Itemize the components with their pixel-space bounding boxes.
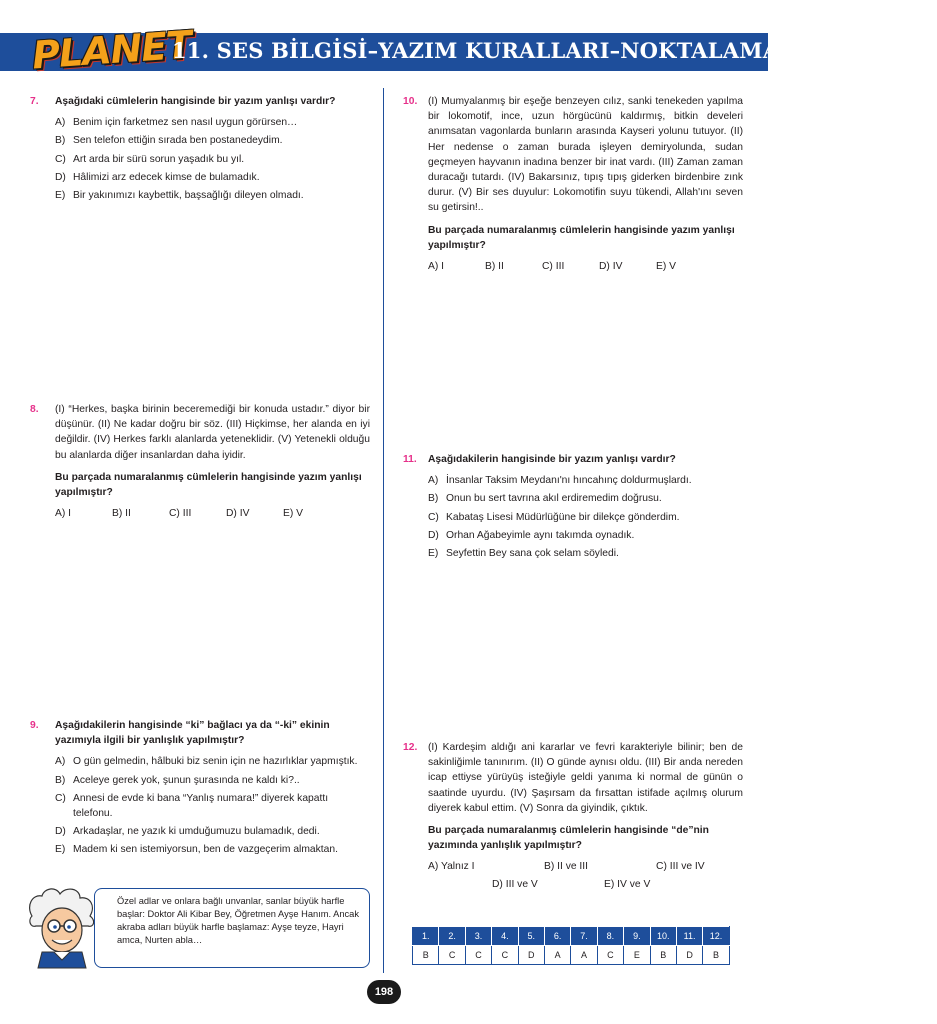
question-11 <box>403 452 743 564</box>
question-number: 8. <box>30 404 39 415</box>
option-e: E) IV ve V <box>604 878 651 890</box>
page-title: 11. SES BİLGİSİ–YAZIM KURALLARI–NOKTALAMA İŞARETLERİ <box>172 38 937 63</box>
answer-key-answer: B <box>703 946 729 965</box>
option-a: A) Benim için farketmez sen nasıl uygun görürsen… <box>55 117 298 129</box>
answer-key-answer: B <box>650 946 676 965</box>
answer-key-number: 1. <box>413 927 439 946</box>
option-d: D) Hâlimizi arz edecek kimse de bulamadık. <box>55 171 260 183</box>
options-row-1 <box>428 859 743 874</box>
option-a: A) I <box>428 261 445 273</box>
option-a: A) Yalnız I <box>428 861 475 873</box>
answer-key-answer: E <box>624 946 650 965</box>
question-stem: Aşağıdaki cümlelerin hangisinde bir yazım yanlışı vardır? <box>55 96 336 107</box>
question-stem: Bu parçada numaralanmış cümlelerin hangisinde yazım yanlışı yapılmıştır? <box>55 471 362 499</box>
answer-key-answer: B <box>413 946 439 965</box>
question-7 <box>30 94 370 206</box>
question-passage: (I) Mumyalanmış bir eşeğe benzeyen cılız, sanki tenekeden yapılma bir lokomotif, ince, uzun hörgücünü kaldırmış, bitkin develeri anımsatan vagonlarda bunların arasında Kayseri yolunu tutuyor. (II) Her nedense o zaman burada işleyen demiryolunda, sudan geçmeyen hayvanın inadına benzer bir inat vardı. (III) Zaman zaman duracağı tutardı. (IV) Bakarsınız, tıpış tıpış giderken birdenbire zınk durur. (V) Bir ses duyulur: Lokomotifin suyu tükendi, Allah'ını seven su getirsin!.. <box>428 96 743 214</box>
option-d: D) IV <box>226 508 250 520</box>
option-c: C) III ve IV <box>656 861 705 873</box>
answer-key-number: 11. <box>676 927 702 946</box>
answer-key-numbers <box>413 927 730 946</box>
answer-key-answer: C <box>465 946 491 965</box>
answer-key-number: 2. <box>439 927 465 946</box>
option-e: E) Seyfettin Bey sana çok selam söyledi. <box>428 548 619 560</box>
planet-logo <box>28 22 193 84</box>
question-number: 12. <box>403 742 418 753</box>
question-number: 7. <box>30 96 39 107</box>
option-c: C) Kabataş Lisesi Müdürlüğüne bir dilekçe gönderdim. <box>428 511 680 523</box>
question-stem: Aşağıdakilerin hangisinde “ki” bağlacı ya da “-ki” ekinin yazımıyla ilgili bir yanlışlık yapılmıştır? <box>55 720 330 747</box>
answer-key-number: 7. <box>571 927 597 946</box>
answer-key-answer: C <box>439 946 465 965</box>
option-e: E) V <box>283 508 304 520</box>
question-10 <box>403 94 743 274</box>
professor-mascot-icon <box>24 886 102 968</box>
option-b: B) Sen telefon ettiğin sırada ben postanedeydim. <box>55 135 283 147</box>
option-b: B) Aceleye gerek yok, şunun şurasında ne kaldı ki?.. <box>55 774 300 786</box>
answer-key-number: 3. <box>465 927 491 946</box>
answer-key-table <box>412 926 730 965</box>
option-b: B) II <box>112 508 131 520</box>
answer-key-number: 12. <box>703 927 729 946</box>
question-passage: (I) “Herkes, başka birinin beceremediği bir konuda ustadır.” diyor bir düşünür. (II) Ne kadar doğru bir söz. (III) Hiçkimse, her alanda en iyi değildir. (IV) Herkes farklı alanlarda yeteneklidir. (V) Yetenekli olduğu bu alanlarda diğer insanlardan daha iyidir. <box>55 404 370 461</box>
option-d: D) III ve V <box>492 878 538 890</box>
answer-key-number: 6. <box>544 927 570 946</box>
answer-key-answer: D <box>518 946 544 965</box>
option-d: D) Arkadaşlar, ne yazık ki umduğumuzu bulamadık, dedi. <box>55 826 320 838</box>
answer-key-answer: A <box>571 946 597 965</box>
column-divider <box>383 88 384 973</box>
question-8 <box>30 402 370 521</box>
tip-box: Özel adlar ve onlara bağlı unvanlar, sanlar büyük harfle başlar: Doktor Ali Kibar Bey, Öğretmen Ayşe Hanım. Ancak akraba adları büyük harfle başlamaz: Ayşe teyze, Hayri amca, Nurten abla… <box>94 888 370 968</box>
page-number: 198 <box>367 980 401 1004</box>
answer-key-number: 8. <box>597 927 623 946</box>
answer-key-answers <box>413 946 730 965</box>
question-stem: Aşağıdakilerin hangisinde bir yazım yanlışı vardır? <box>428 454 676 465</box>
options-row <box>55 506 370 521</box>
answer-key-answer: D <box>676 946 702 965</box>
option-b: B) Onun bu sert tavrına akıl erdiremedim doğrusu. <box>428 493 662 505</box>
option-a: A) O gün gelmedin, hâlbuki biz senin için ne hazırlıklar yapmıştık. <box>55 756 358 768</box>
option-a: A) İnsanlar Taksim Meydanı'nı hıncahınç doldurmuşlardı. <box>428 475 692 487</box>
question-12 <box>403 740 743 892</box>
option-c: C) Art arda bir sürü sorun yaşadık bu yıl. <box>55 153 245 165</box>
option-b: B) II ve III <box>543 861 589 873</box>
answer-key-number: 5. <box>518 927 544 946</box>
option-e: E) V <box>656 261 677 273</box>
option-a: A) I <box>55 508 72 520</box>
question-number: 9. <box>30 720 39 731</box>
question-stem: Bu parçada numaralanmış cümlelerin hangisinde “de”nin yazımında yanlışlık yapılmıştır? <box>428 825 709 852</box>
question-stem: Bu parçada numaralanmış cümlelerin hangisinde yazım yanlışı yapılmıştır? <box>428 224 735 251</box>
question-number: 10. <box>403 96 418 107</box>
option-c: C) III <box>169 508 192 520</box>
option-d: D) Orhan Ağabeyimle aynı takımda oynadık. <box>428 529 635 541</box>
question-passage: (I) Kardeşim aldığı ani kararlar ve fevri karakteriyle bilinir; ben de sakinliğimle tanınırım. (II) O günde aynısı oldu. (III) Bir anda nereden icap ettiyse yürüyüş isteğiyle geldi yanıma ki normal de günün o saatinde uyurdu. (IV) Şaşırsam da fırsattan istifade açılmış olurum diyerek kabul ettim. (V) Sonra da giyindik, çıktık. <box>428 742 743 814</box>
question-number: 11. <box>403 454 417 465</box>
planet-logo-text: PLANET <box>30 22 193 78</box>
option-b: B) II <box>485 261 504 273</box>
answer-key-number: 9. <box>624 927 650 946</box>
option-d: D) IV <box>599 261 623 273</box>
answer-key-number: 10. <box>650 927 676 946</box>
options-row <box>428 259 743 274</box>
option-c: C) III <box>542 261 565 273</box>
option-c: C) Annesi de evde ki bana “Yanlış numara!” diyerek kapattı telefonu. <box>55 792 329 820</box>
answer-key-answer: C <box>597 946 623 965</box>
answer-key-answer: A <box>544 946 570 965</box>
options-row-2 <box>428 877 743 892</box>
answer-key-answer: C <box>492 946 518 965</box>
answer-key-number: 4. <box>492 927 518 946</box>
option-e: E) Madem ki sen istemiyorsun, ben de vazgeçerim almaktan. <box>55 844 338 856</box>
option-e: E) Bir yakınımızı kaybettik, başsağlığı dileyen olmadı. <box>55 190 304 202</box>
question-9 <box>30 718 370 861</box>
